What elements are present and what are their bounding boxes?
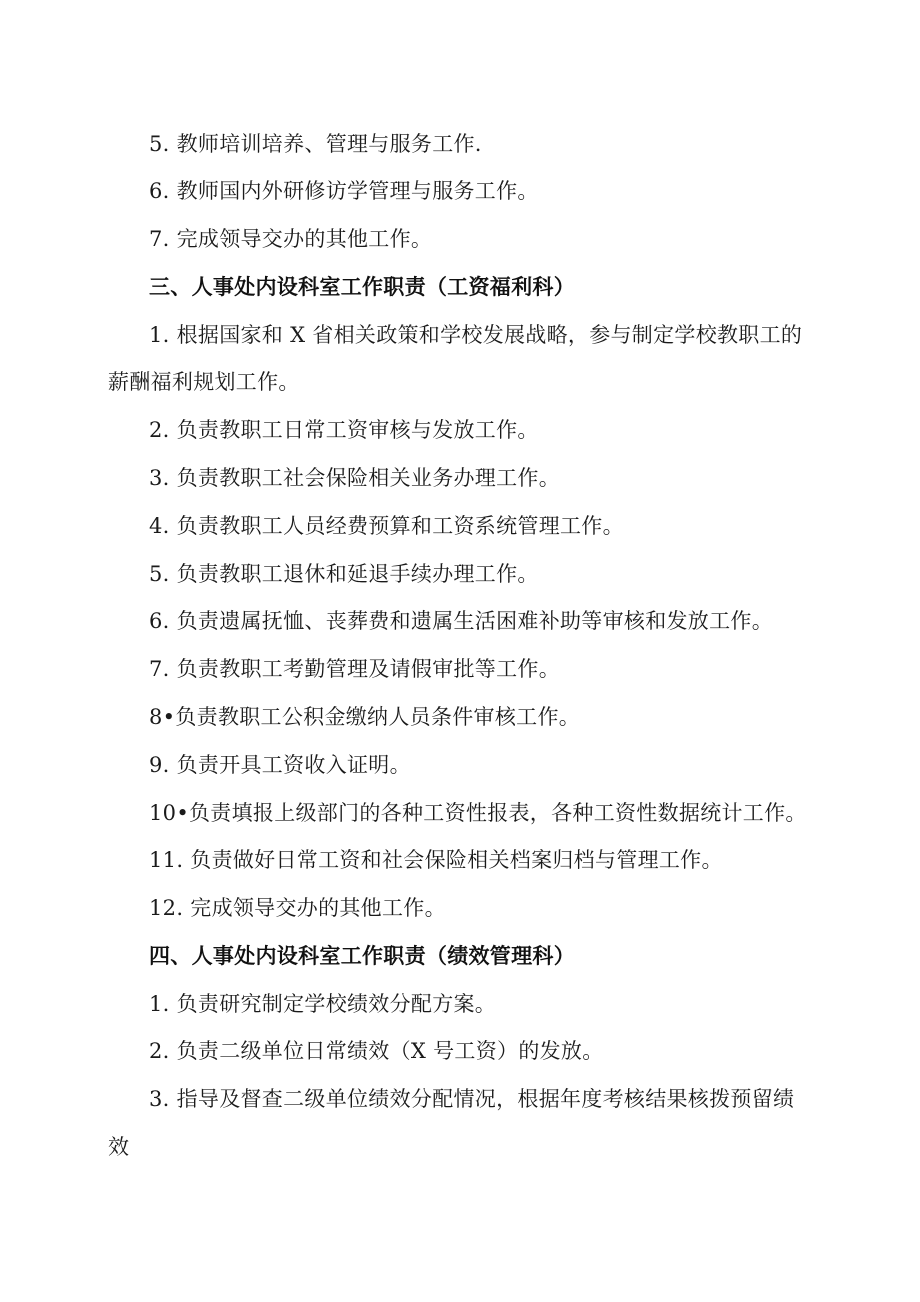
paragraph-item-1: 1. 根据国家和 X 省相关政策和学校发展战略，参与制定学校教职工的 <box>149 323 803 347</box>
paragraph-item-4: 4. 负责教职工人员经费预算和工资系统管理工作。 <box>149 514 624 538</box>
paragraph-item-5b: 5. 负责教职工退休和延退手续办理工作。 <box>149 562 539 586</box>
paragraph-continuation: 薪酬福利规划工作。 <box>108 370 300 394</box>
paragraph-item-6: 6. 教师国内外研修访学管理与服务工作。 <box>149 179 539 203</box>
paragraph-item-2b: 2. 负责二级单位日常绩效（X 号工资）的发放。 <box>149 1039 604 1063</box>
paragraph-item-9: 9. 负责开具工资收入证明。 <box>149 753 411 777</box>
paragraph-item-5: 5. 教师培训培养、管理与服务工作. <box>149 132 482 156</box>
paragraph-item-12: 12. 完成领导交办的其他工作。 <box>149 896 446 920</box>
paragraph-item-3b: 3. 指导及督查二级单位绩效分配情况，根据年度考核结果核拨预留绩 <box>149 1087 795 1111</box>
paragraph-item-8: 8•负责教职工公积金缴纳人员条件审核工作。 <box>149 705 581 729</box>
paragraph-item-2: 2. 负责教职工日常工资审核与发放工作。 <box>149 418 539 442</box>
paragraph-item-3: 3. 负责教职工社会保险相关业务办理工作。 <box>149 466 561 490</box>
paragraph-item-6b: 6. 负责遗属抚恤、丧葬费和遗属生活困难补助等审核和发放工作。 <box>149 609 774 633</box>
paragraph-item-7: 7. 完成领导交办的其他工作。 <box>149 227 433 251</box>
paragraph-item-7b: 7. 负责教职工考勤管理及请假审批等工作。 <box>149 657 561 681</box>
paragraph-item-11: 11. 负责做好日常工资和社会保险相关档案归档与管理工作。 <box>149 848 723 872</box>
section-heading-performance: 四、人事处内设科室工作职责（绩效管理科） <box>149 944 575 968</box>
paragraph-item-1b: 1. 负责研究制定学校绩效分配方案。 <box>149 992 497 1016</box>
paragraph-continuation-2: 效 <box>108 1135 130 1159</box>
paragraph-item-10: 10•负责填报上级部门的各种工资性报表，各种工资性数据统计工作。 <box>149 801 807 825</box>
section-heading-salary-welfare: 三、人事处内设科室工作职责（工资福利科） <box>149 275 575 299</box>
